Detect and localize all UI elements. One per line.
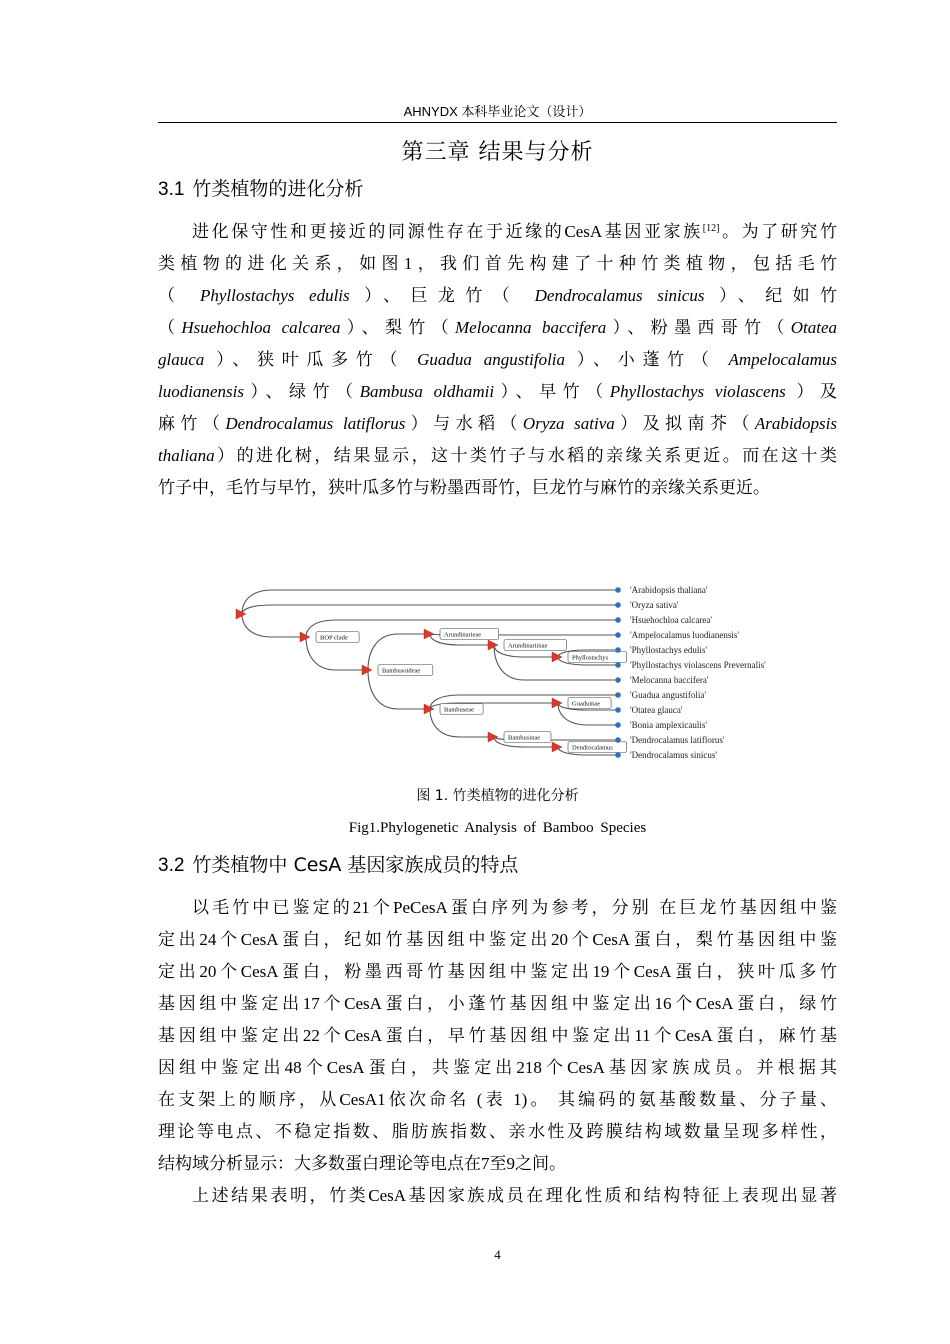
tree-clade-labels [316,629,627,753]
text-line: 结构域分析显示：大多数蛋白理论等电点在7至9之间。 [158,1154,566,1173]
leaf-dot [615,617,621,623]
phylogenetic-tree [228,578,808,768]
taxon-label: 'Oryza sativa' [630,600,679,610]
text-line: （ Phyllostachys edulis ）、巨龙竹（ Dendrocalamus sinicus ）、纪如竹 [158,286,837,305]
section-2-paragraph-1 [158,892,837,1180]
clade-label-phyllostachys: Phyllostachys [572,654,609,662]
text-line: 竹子中，毛竹与早竹，狭叶瓜多竹与粉墨西哥竹，巨龙竹与麻竹的亲缘关系更近。 [158,478,770,497]
section-1-paragraph [158,216,837,504]
section-number: 3.1 [158,179,185,200]
chapter-title: 第三章 结果与分析 [401,140,594,165]
section-heading-3-1 [158,176,837,203]
leaf-dot [615,707,621,713]
text-line: 理论等电点、不稳定指数、脂肪族指数、亲水性及跨膜结构域数量呈现多样性， [158,1122,837,1141]
leaf-dot [615,647,621,653]
section-title-text: 竹类植物中 CesA 基因家族成员的特点 [192,854,519,876]
node-marker [424,629,434,639]
clade-label-arundinariinae: Arundinariinae [508,642,548,650]
leaf-dot [615,602,621,608]
clade-label-arundinarieae: Arundinarieae [444,631,482,639]
section-number: 3.2 [158,855,185,876]
text-line: glauca ）、狭叶瓜多竹（ Guadua angustifolia ）、小蓬竹（ Ampelocalamus [158,350,837,369]
clade-label-bambuseae: Bambuseae [444,706,474,714]
taxon-label: 'Melocanna baccifera' [630,675,709,685]
clade-label-bambusinae: Bambusinae [508,734,541,742]
tree-branch [242,590,618,614]
leaf-dot [615,662,621,668]
tree-branch [242,614,306,637]
node-marker [424,704,434,714]
taxon-label: 'Bonia amplexicaulis' [630,720,707,730]
taxon-label: 'Arabidopsis thaliana' [630,585,708,595]
text-line: 麻竹（Dendrocalamus latiflorus）与水稻（Oryza sativa）及拟南芥（Arabidopsis [158,414,837,433]
clade-label-bop: BOP clade [320,634,348,642]
section-2-paragraph-2 [158,1180,837,1212]
text-line: luodianensis）、绿竹（Bambusa oldhamii）、早竹（Phyllostachys violascens ）及 [158,382,837,401]
text-line: 进化保守性和更接近的同源性存在于近缘的CesA基因亚家族[12]。为了研究竹 [192,222,837,241]
header-rule [158,122,837,123]
node-marker [300,632,310,642]
node-marker [488,732,498,742]
text-line: 基因组中鉴定出22个CesA蛋白，早竹基因组中鉴定出11个CesA蛋白，麻竹基 [158,1026,837,1045]
taxon-label: 'Guadua angustifolia' [630,690,706,700]
clade-label-guaduinae: Guaduinae [572,700,601,708]
leaf-dot [615,752,621,758]
text-line: 类植物的进化关系，如图1，我们首先构建了十种竹类植物，包括毛竹 [158,254,837,273]
section-title-text: 竹类植物的进化分析 [192,178,364,200]
section-heading-3-2 [158,852,837,879]
text-line: thaliana）的进化树，结果显示，这十类竹子与水稻的亲缘关系更近。而在这十类 [158,446,837,465]
leaf-dot [615,737,621,743]
taxon-label: 'Dendrocalamus latiflorus' [630,735,725,745]
text-line: 在支架上的顺序，从CesA1依次命名 (表 1)。 其编码的氨基酸数量、分子量、 [158,1090,837,1109]
taxon-label: 'Ampelocalamus luodianensis' [630,630,739,640]
leaf-dot [615,677,621,683]
text-line: 定出20个CesA蛋白，粉墨西哥竹基因组中鉴定出19个CesA蛋白，狭叶瓜多竹 [158,962,837,981]
leaf-dot [615,692,621,698]
tree-nodes [236,609,562,752]
taxon-label: 'Dendrocalamus sinicus' [630,750,717,760]
tree-branch [368,667,430,709]
taxon-label: 'Otatea glauca' [630,705,683,715]
leaf-dot [615,587,621,593]
taxon-label: 'Phyllostachys violascens Prevernalis' [630,660,766,670]
node-marker [488,640,498,650]
node-marker [362,665,372,675]
text-line: 定出24个CesA蛋白，纪如竹基因组中鉴定出20个CesA蛋白，梨竹基因组中鉴 [158,930,837,949]
tree-branch [242,605,618,614]
text-line: 上述结果表明，竹类CesA基因家族成员在理化性质和结构特征上表现出显著 [192,1186,837,1205]
figure-caption-cn: 图 1. 竹类植物的进化分析 [416,788,579,804]
text-line: 因组中鉴定出48个CesA蛋白，共鉴定出218个CesA基因家族成员。并根据其 [158,1058,837,1077]
text-line: 以毛竹中已鉴定的21个PeCesA蛋白序列为参考，分别 在巨龙竹基因组中鉴 [192,898,837,917]
leaf-dot [615,632,621,638]
tree-leaves [615,585,766,760]
text-line: 基因组中鉴定出17个CesA蛋白，小蓬竹基因组中鉴定出16个CesA蛋白，绿竹 [158,994,837,1013]
figure-caption-en: Fig1.Phylogenetic Analysis of Bamboo Species [348,820,647,836]
text-line: （Hsuehochloa calcarea）、梨竹（Melocanna baccifera）、粉墨西哥竹（Otatea [158,318,837,337]
leaf-dot [615,722,621,728]
taxon-label: 'Phyllostachys edulis' [630,645,707,655]
page-number: 4 [494,1247,501,1262]
citation: [12] [702,223,720,234]
clade-label-bambusoideae: Bambusoideae [382,667,421,675]
running-header: AHNYDX 本科毕业论文（设计） [403,104,592,119]
clade-label-dendrocalamus: Dendrocalamus [572,744,613,752]
taxon-label: 'Hsuehochloa calcarea' [630,615,712,625]
